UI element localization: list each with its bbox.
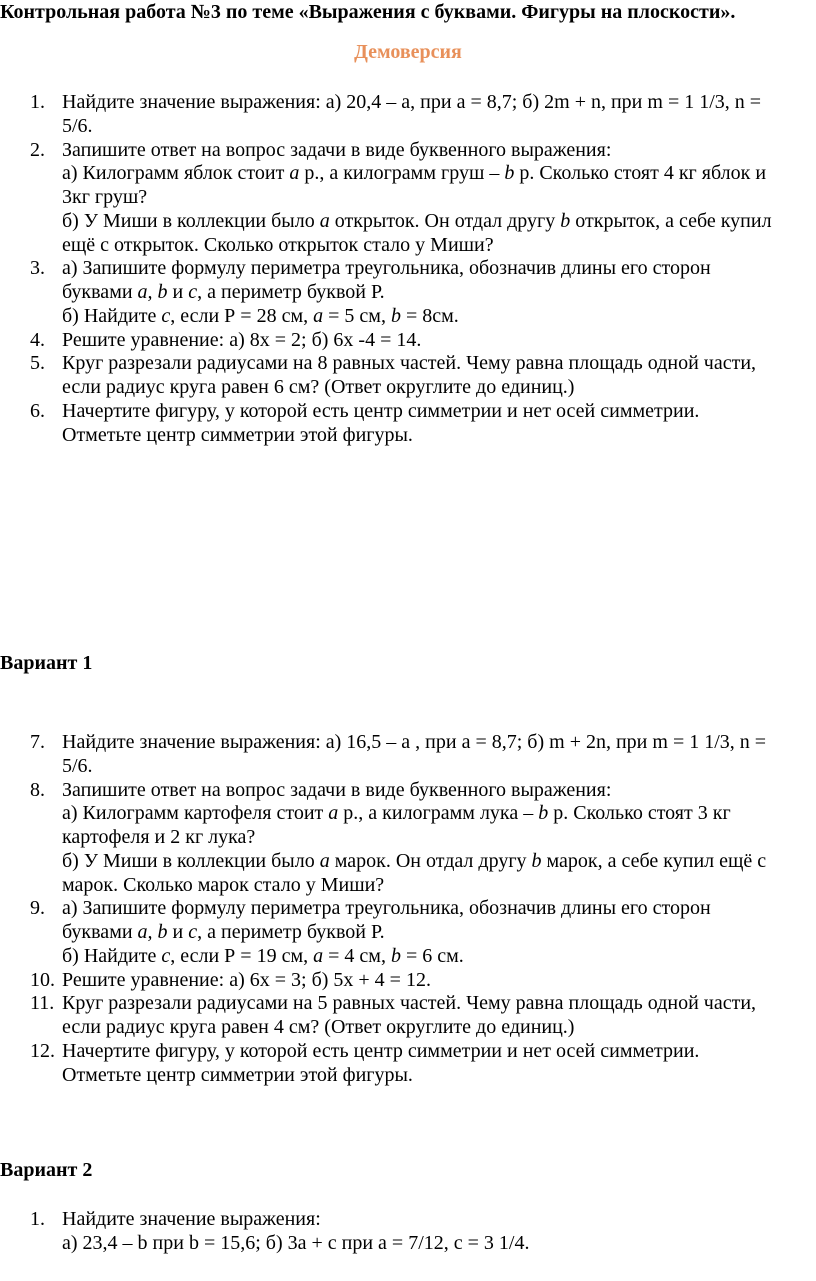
variable-text: c (188, 921, 198, 943)
task-item (0, 91, 816, 139)
task-text: Найдите значение выражения: а) 16,5 – а , при а = 8,7; б) m + 2n, при m = 1 1/3, n = (62, 731, 767, 753)
demo-task-list (0, 91, 816, 447)
variant-2-task-list (0, 1208, 816, 1256)
variable-text: a (313, 304, 324, 327)
task-text: 5/6. (62, 114, 93, 137)
task-text: Круг разрезали радиусами на 5 равных частей. Чему равна площадь одной части, (62, 992, 757, 1015)
variable-text: c (161, 304, 171, 327)
task-text: р., а килограмм лука – (338, 802, 539, 825)
task-item (0, 139, 816, 258)
task-text: б) У Миши в коллекции было (62, 209, 320, 232)
task-text: а) Запишите формулу периметра треугольника, обозначив длины его сторон (62, 257, 711, 280)
task-text: Начертите фигуру, у которой есть центр симметрии и нет осей симметрии. (62, 399, 700, 422)
task-text: если радиус круга равен 4 см? (Ответ округлите до единиц.) (62, 1016, 575, 1038)
task-line (62, 921, 816, 945)
task-text: , если Р = 19 см, (170, 944, 314, 967)
variable-text: a, b (137, 921, 168, 943)
variable-text: a (289, 162, 300, 185)
task-number: 5. (30, 352, 45, 375)
variable-text: b (504, 162, 515, 185)
task-number: 7. (30, 731, 45, 753)
task-line (62, 802, 816, 826)
task-text: 5/6. (62, 754, 93, 777)
task-item (0, 1208, 816, 1256)
task-text: если радиус круга равен 6 см? (Ответ округлите до единиц.) (62, 376, 575, 398)
task-text: а) Килограмм картофеля стоит (62, 802, 329, 825)
task-number: 3. (30, 257, 45, 280)
task-line (62, 779, 816, 803)
task-line (62, 281, 816, 305)
variant-2-heading: Вариант 2 (0, 1159, 93, 1181)
variable-text: a (328, 802, 339, 825)
task-line (62, 424, 816, 448)
task-text: Найдите значение выражения: а) 20,4 – а, при а = 8,7; б) 2m + n, при m = 1 1/3, n = (62, 91, 762, 113)
task-text: = 5 см, (323, 304, 391, 327)
task-number: 9. (30, 897, 45, 920)
document-title: Контрольная работа №3 по теме «Выражения с буквами. Фигуры на плоскости». (0, 1, 736, 23)
task-text: , а периметр буквой Р. (197, 921, 385, 943)
task-text: а) Килограмм яблок стоит (62, 162, 290, 185)
task-item (0, 969, 816, 993)
task-text: б) У Миши в коллекции было (62, 849, 320, 872)
variable-text: c (161, 944, 171, 967)
task-number: 11. (30, 992, 55, 1015)
variable-text: a (319, 209, 330, 232)
task-text: р. Сколько стоят 4 кг яблок и (514, 162, 767, 185)
task-number: 1. (30, 91, 45, 113)
task-line (62, 969, 816, 993)
variant-1-task-list (0, 731, 816, 1087)
task-number: 2. (30, 138, 45, 161)
task-line (62, 897, 816, 921)
task-item (0, 779, 816, 898)
task-text: Запишите ответ на вопрос задачи в виде буквенного выражения: (62, 138, 612, 161)
task-line (62, 352, 816, 376)
task-line (62, 1016, 816, 1040)
task-line (62, 731, 816, 755)
task-line (62, 400, 816, 424)
task-number: 10. (30, 968, 55, 991)
task-line (62, 210, 816, 234)
task-line (62, 115, 816, 139)
task-line (62, 234, 816, 258)
task-text: буквами (62, 921, 138, 943)
variable-text: b (560, 209, 571, 232)
task-text: открыток. Он отдал другу (329, 209, 561, 232)
task-text: и (167, 281, 189, 303)
task-item (0, 400, 816, 448)
task-text: Запишите ответ на вопрос задачи в виде буквенного выражения: (62, 778, 612, 801)
task-line (62, 257, 816, 281)
variable-text: a (319, 849, 330, 872)
variable-text: b (538, 802, 549, 825)
variant-1-heading: Вариант 1 (0, 652, 93, 674)
task-line (62, 1040, 816, 1064)
task-line (62, 91, 816, 115)
task-line (62, 1208, 816, 1232)
task-line (62, 162, 816, 186)
task-text: , а периметр буквой Р. (197, 281, 385, 303)
task-line (62, 945, 816, 969)
task-number: 6. (30, 399, 45, 422)
task-line (62, 1232, 816, 1256)
task-text: ещё с открыток. Сколько открыток стало у Миши? (62, 233, 494, 256)
task-text: а) 23,4 – b при b = 15,6; б) 3а + с при а = 7/12, с = 3 1/4. (62, 1231, 530, 1254)
task-text: Начертите фигуру, у которой есть центр симметрии и нет осей симметрии. (62, 1039, 700, 1062)
task-item (0, 897, 816, 968)
task-text: = 4 см, (323, 944, 391, 967)
task-text: картофеля и 2 кг лука? (62, 826, 256, 848)
task-text: а) Запишите формулу периметра треугольника, обозначив длины его сторон (62, 897, 711, 920)
variable-text: b (390, 304, 401, 327)
task-line (62, 874, 816, 898)
task-line (62, 139, 816, 163)
task-item (0, 992, 816, 1040)
task-text: марок. Сколько марок стало у Миши? (62, 873, 385, 896)
task-text: = 6 см. (400, 944, 464, 967)
task-text: и (167, 921, 189, 943)
task-line (62, 1064, 816, 1088)
task-text: Решите уравнение: а) 6х = 3; б) 5х + 4 = 12. (62, 968, 431, 991)
task-text: Отметьте центр симметрии этой фигуры. (62, 1063, 413, 1086)
variable-text: a, b (137, 281, 168, 303)
demo-heading: Демоверсия (354, 41, 462, 63)
task-text: р. Сколько стоят 3 кг (548, 802, 731, 825)
task-item (0, 257, 816, 328)
task-line (62, 755, 816, 779)
task-line (62, 992, 816, 1016)
task-line (62, 329, 816, 353)
task-text: = 8см. (400, 304, 459, 327)
task-line (62, 305, 816, 329)
task-item (0, 329, 816, 353)
task-text: открыток, а себе купил (570, 209, 772, 232)
task-text: Отметьте центр симметрии этой фигуры. (62, 423, 413, 446)
task-text: Решите уравнение: а) 8х = 2; б) 6х -4 = 14. (62, 328, 422, 351)
task-item (0, 1040, 816, 1088)
variable-text: b (390, 944, 401, 967)
task-text: р., а килограмм груш – (299, 162, 505, 185)
task-item (0, 731, 816, 779)
task-number: 8. (30, 778, 45, 801)
task-line (62, 850, 816, 874)
task-text: марок, а себе купил ещё с (541, 849, 767, 872)
variable-text: a (313, 944, 324, 967)
task-text: Круг разрезали радиусами на 8 равных частей. Чему равна площадь одной части, (62, 352, 757, 375)
task-number: 4. (30, 328, 45, 351)
task-line (62, 186, 816, 210)
task-number: 1. (30, 1208, 45, 1230)
task-text: 3кг груш? (62, 186, 148, 208)
task-line (62, 376, 816, 400)
task-text: Найдите значение выражения: (62, 1208, 321, 1230)
task-line (62, 826, 816, 850)
task-text: , если Р = 28 см, (170, 304, 314, 327)
task-text: б) Найдите (62, 944, 162, 967)
variable-text: c (188, 281, 198, 303)
task-text: б) Найдите (62, 304, 162, 327)
task-text: буквами (62, 281, 138, 303)
task-number: 12. (30, 1039, 55, 1062)
variable-text: b (531, 849, 542, 872)
task-item (0, 352, 816, 400)
task-text: марок. Он отдал другу (329, 849, 532, 872)
